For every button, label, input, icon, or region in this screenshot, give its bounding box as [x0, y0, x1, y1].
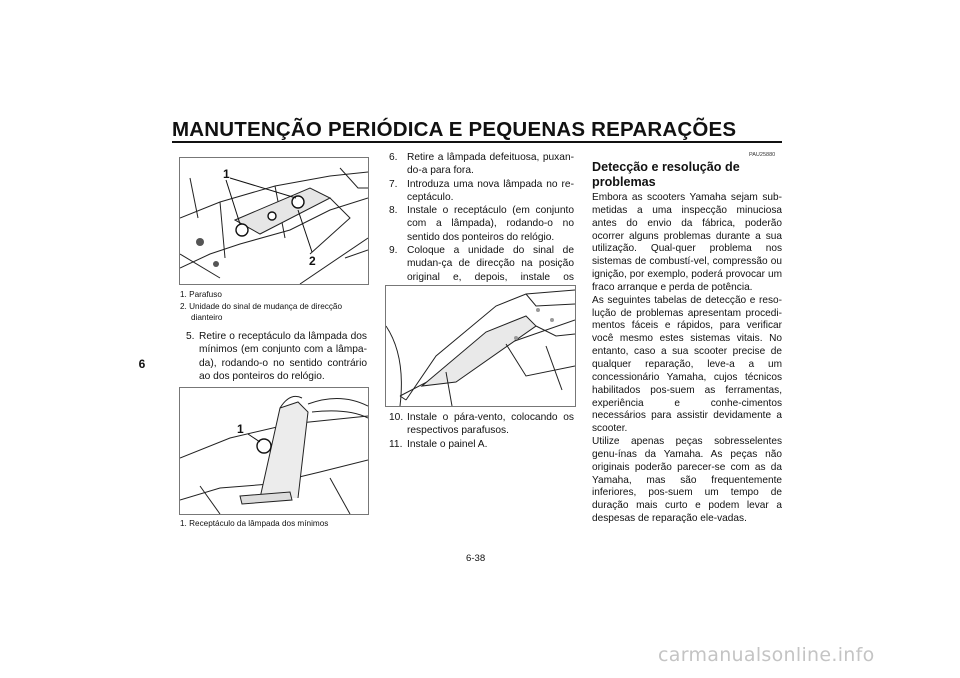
- paragraph: Utilize apenas peças sobresselentes genu-ínas da Yamaha. As peças não originais poderão parecer-se com as da Yamaha, mas são frequentemente inferiores, pos-suem um tempo de duração mais curto e podem levar a despesas de reparação ele-vadas.: [592, 436, 782, 525]
- watermark: carmanualsonline.info: [658, 644, 875, 666]
- caption-line: 1. Receptáculo da lâmpada dos mínimos: [180, 519, 329, 528]
- page-number: 6-38: [466, 553, 486, 564]
- figure2-caption: [180, 518, 328, 530]
- figure-position-light-socket: [179, 387, 369, 515]
- step-number: 10.: [389, 412, 404, 423]
- step-text: Retire o receptáculo da lâmpada dos mínimos (em conjunto com a lâmpa-da), rodando-o no sentido contrário ao dos ponteiros do relógio.: [199, 331, 367, 382]
- figure1-caption: [180, 289, 342, 324]
- step-text: Coloque a unidade do sinal de mudan-ça de direcção na posição original e, depois, instale os: [407, 245, 574, 283]
- chapter-tab: 6: [128, 322, 156, 406]
- section-body: [592, 192, 782, 526]
- step-number: 5.: [186, 331, 195, 342]
- paragraph: Embora as scooters Yamaha sejam sub-metidas a uma inspecção minuciosa antes do envio da fábrica, poderão ocorrer alguns problemas durante a sua utilização. Qual-quer problema nos sistemas de combustí-vel, compressão ou ignição, por exemplo, poderá provocar um fraco arranque e perda de potência.: [592, 192, 782, 293]
- figure-turn-signal-screws: [179, 157, 369, 285]
- callout-2: 2: [309, 254, 316, 268]
- step-text: Retire a lâmpada defeituosa, puxan-do-a para fora.: [407, 152, 574, 177]
- step-number: 9.: [389, 245, 398, 256]
- step-text: Introduza uma nova lâmpada no re-ceptáculo.: [407, 179, 574, 204]
- step-8: [389, 204, 574, 244]
- step-number: 11.: [389, 439, 403, 450]
- step-10: [389, 411, 574, 438]
- section-title: Detecção e resolução de problemas: [592, 160, 740, 189]
- caption-line: dianteiro: [191, 313, 223, 322]
- step-number: 8.: [389, 205, 398, 216]
- paragraph: As seguintes tabelas de detecção e reso-lução de problemas apresentam procedi-mentos fáceis e rápidos, para verificar você mesmo estes sistemas vitais. No entanto, caso a sua scooter precise de qualquer reparação, leve-a a um concessionário Yamaha, cujos técnicos habilitados pos-suem as ferramentas, experiência e conhe-cimentos necessários para assistir devidamente a scooter.: [592, 294, 782, 435]
- step-number: 7.: [389, 179, 398, 190]
- caption-line: 1. Parafuso: [180, 290, 222, 299]
- step-number: 6.: [389, 152, 398, 163]
- step-text: Instale o pára-vento, colocando os respectivos parafusos.: [407, 412, 574, 437]
- step-text: Instale o receptáculo (em conjunto com a lâmpada), rodando-o no sentido dos ponteiros do relógio.: [407, 205, 574, 243]
- figure-windshield-install: [385, 285, 576, 407]
- step-11: [389, 438, 574, 451]
- caption-line: 2. Unidade do sinal de mudança de direcção: [180, 301, 343, 311]
- page-title: MANUTENÇÃO PERIÓDICA E PEQUENAS REPARAÇÕES: [172, 118, 737, 141]
- section-code: PAU25880: [749, 152, 776, 158]
- step-5: [186, 330, 367, 383]
- title-rule: [172, 141, 782, 143]
- callout-1: 1: [237, 422, 244, 436]
- step-7: [389, 178, 574, 205]
- step-6: [389, 151, 574, 178]
- step-text: Instale o painel A.: [407, 439, 488, 450]
- callout-1: 1: [223, 167, 230, 181]
